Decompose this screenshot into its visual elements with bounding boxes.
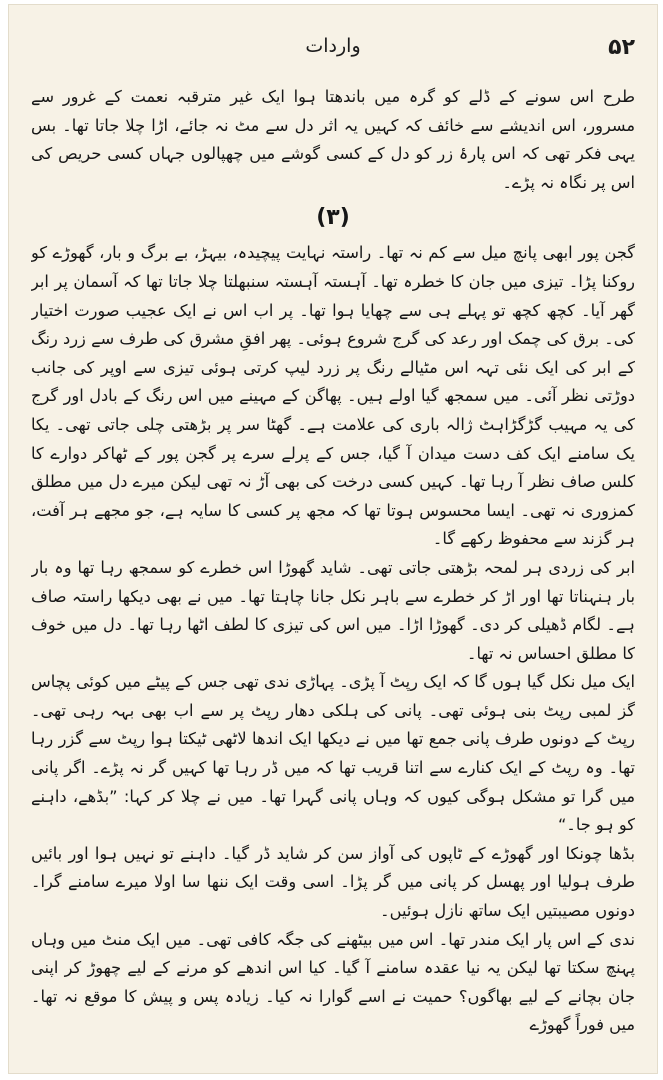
- book-page: [8, 4, 658, 1074]
- section-heading: (۳): [316, 205, 350, 231]
- page-header: [31, 35, 635, 69]
- running-title: واردات: [305, 35, 361, 57]
- paragraph: ندی کے اس پار ایک مندر تھا۔ اس میں بیٹھنے کی جگہ کافی تھی۔ میں ایک منٹ میں وہاں پہنچ سکتا تھا لیکن یہ نیا عقدہ سامنے آ گیا۔ کیا اس اندھے کو مرنے کے لیے چھوڑ کر اپنی جان بچانے کے لیے بھاگوں؟ حمیت نے اسے گوارا نہ کیا۔ زیادہ پس و پیش کا موقع نہ تھا۔ میں فوراً گھوڑے: [31, 929, 635, 1035]
- paragraph: گجن پور ابھی پانچ میل سے کم نہ تھا۔ راستہ نہایت پیچیدہ، بیہڑ، بے برگ و بار، گھوڑے کو روکنا پڑا۔ تیزی میں جان کا خطرہ تھا۔ آہستہ آہستہ سنبھلتا چلا جاتا تھا کہ آسمان پر ابر گھر آیا۔ کچھ کچھ تو پہلے ہی سے چھایا ہوا تھا۔ پر اب اس نے ایک عجیب صورت اختیار کی۔ برق کی چمک اور رعد کی گرج شروع ہوئی۔ پھر افقِ مشرق کی طرف سے زرد رنگ کے ابر کی ایک نئی تہہ اس مٹیالے رنگ پر زرد لیپ کرتی ہوئی تیزی سے اوپر کی جانب دوڑتی نظر آئی۔ میں سمجھ گیا اولے ہیں۔ پھاگن کے مہینے میں اس رنگ کے بادل اور گرج کی یہ مہیب گڑگڑاہٹ ژالہ باری کی علامت ہے۔ گھٹا سر پر بڑھتی چلی جاتی تھی۔ یکا یک سامنے ایک کف دست میدان آ گیا، جس کے پرلے سرے پر گجن پور کے ٹھاکر دوارے کا کلس صاف نظر آ رہا تھا۔ کہیں کسی درخت کی بھی آڑ نہ تھی لیکن میرے دل میں مطلق کمزوری نہ تھی۔ ایسا محسوس ہوتا تھا کہ مجھ پر کسی کا سایہ ہے، جو مجھے ہر آفت، ہر گزند سے محفوظ رکھے گا۔: [31, 243, 635, 549]
- paragraph: طرح اس سونے کے ڈلے کو گرہ میں باندھتا ہوا ایک غیر مترقبہ نعمت کے غرور سے مسرور، اس اندیشے سے خائف کہ کہیں یہ اثر دل سے مٹ نہ جائے، اڑا چلا جاتا تھا۔ بس یہی فکر تھی کہ اس پارۂ زر کو دل کے کسی گوشے میں چھپالوں جہاں کسی حریص کی اس پر نگاہ نہ پڑے۔: [31, 87, 635, 192]
- paragraph: بڈھا چونکا اور گھوڑے کے ٹاپوں کی آواز سن کر شاید ڈر گیا۔ داہنے تو نہیں ہوا اور بائیں طرف ہولیا اور پھسل کر پانی میں گر پڑا۔ اسی وقت ایک ننھا سا اولا میرے سامنے گرا۔ دونوں مصیبتیں ایک ساتھ نازل ہوئیں۔: [31, 843, 635, 921]
- paragraph: ابر کی زردی ہر لمحہ بڑھتی جاتی تھی۔ شاید گھوڑا اس خطرے کو سمجھ رہا تھا وہ بار بار ہنہناتا تھا اور اڑ کر خطرے سے باہر نکل جانا چاہتا تھا۔ میں نے بھی دیکھا راستہ صاف ہے۔ لگام ڈھیلی کر دی۔ گھوڑا اڑا۔ میں اس کی تیزی کا لطف اٹھا رہا تھا۔ دل میں خوف کا مطلق احساس نہ تھا۔: [31, 557, 635, 663]
- paragraph: ایک میل نکل گیا ہوں گا کہ ایک رپٹ آ پڑی۔ پہاڑی ندی تھی جس کے پیٹے میں کوئی پچاس گز لمبی رپٹ بنی ہوئی تھی۔ پانی کی ہلکی دھار رپٹ پر سے اب بھی بہہ رہی تھی۔ رپٹ کے دونوں طرف پانی جمع تھا میں نے دیکھا ایک اندھا لاٹھی ٹیکتا ہوا رپٹ سے گزر رہا تھا۔ وہ رپٹ کے ایک کنارے سے اتنا قریب تھا کہ میں ڈر رہا تھا کہیں گر نہ پڑے۔ اگر پانی میں گرا تو مشکل ہوگی کیوں کہ وہاں پانی گہرا تھا۔ میں نے چلا کر کہا: ”بڈھے، داہنے کو ہو جا۔“: [31, 672, 635, 835]
- body-text: [31, 83, 635, 1067]
- page-number: ۵۲: [608, 35, 635, 60]
